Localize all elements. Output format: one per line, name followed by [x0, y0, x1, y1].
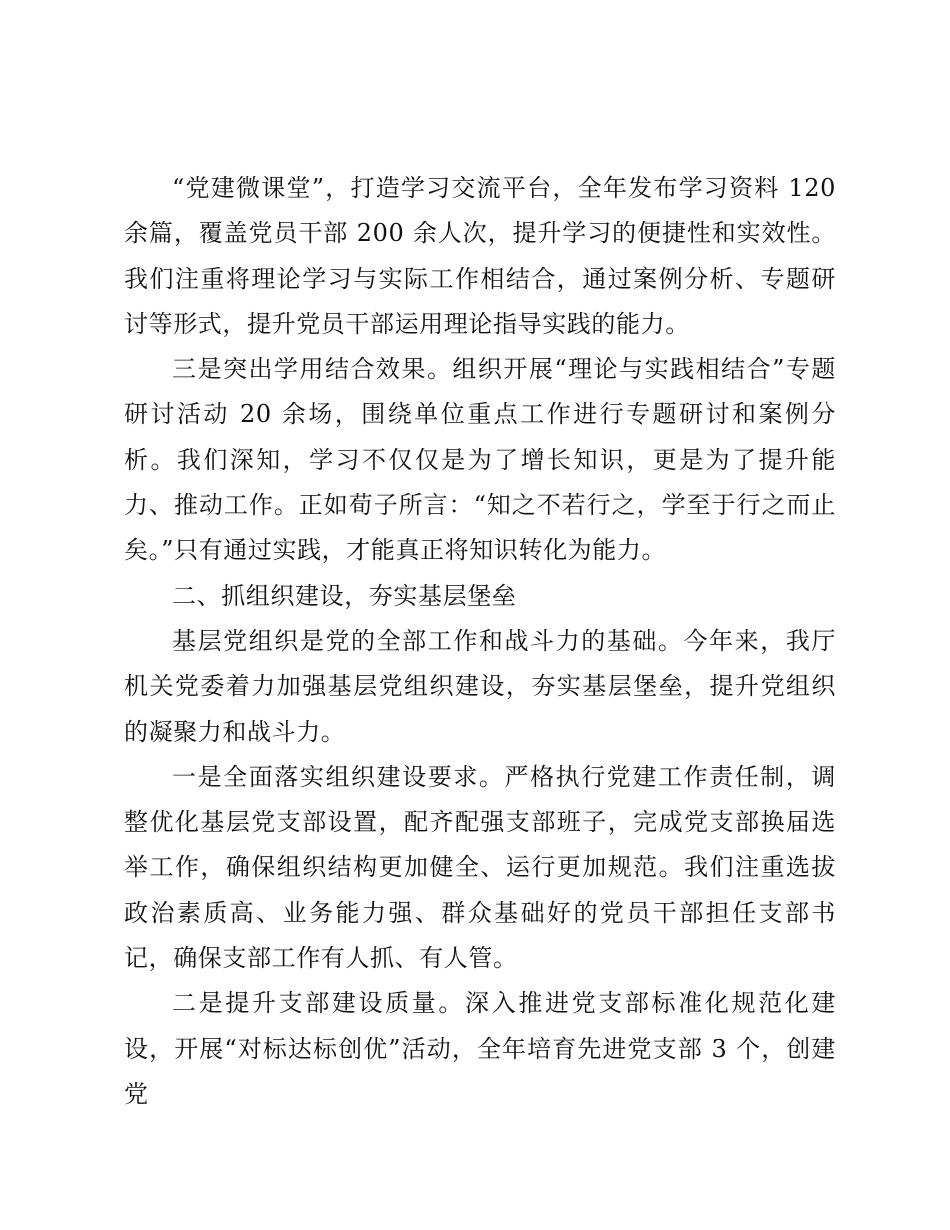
paragraph-organization-intro: 基层党组织是党的全部工作和战斗力的基础。今年来，我厅机关党委着力加强基层党组织建设，夯实基层堡垒，提升党组织的凝聚力和战斗力。 [124, 626, 836, 746]
document-body [124, 166, 836, 1117]
paragraph-organization-requirements: 一是全面落实组织建设要求。严格执行党建工作责任制，调整优化基层党支部设置，配齐配强支部班子，完成党支部换届选举工作，确保组织结构更加健全、运行更加规范。我们注重选拔政治素质高、业务能力强、群众基础好的党员干部担任支部书记，确保支部工作有人抓、有人管。 [124, 762, 836, 973]
section-heading-organization: 二、抓组织建设，夯实基层堡垒 [172, 581, 517, 610]
paragraph-branch-quality: 二是提升支部建设质量。深入推进党支部标准化规范化建设，开展“对标达标创优”活动，全年培育先进党支部 3 个，创建党 [124, 989, 836, 1108]
paragraph-study-platform: “党建微课堂”，打造学习交流平台，全年发布学习资料 120 余篇，覆盖党员干部 200 余人次，提升学习的便捷性和实效性。我们注重将理论学习与实际工作相结合，通过案例分析、专题研讨等形式，提升党员干部运用理论指导实践的能力。 [124, 174, 836, 338]
paragraph-study-application: 三是突出学用结合效果。组织开展“理论与实践相结合”专题研讨活动 20 余场，围绕单位重点工作进行专题研讨和案例分析。我们深知，学习不仅仅是为了增长知识，更是为了提升能力、推动工作。正如荀子所言：“知之不若行之，学至于行之而止矣。”只有通过实践，才能真正将知识转化为能力。 [124, 355, 836, 565]
